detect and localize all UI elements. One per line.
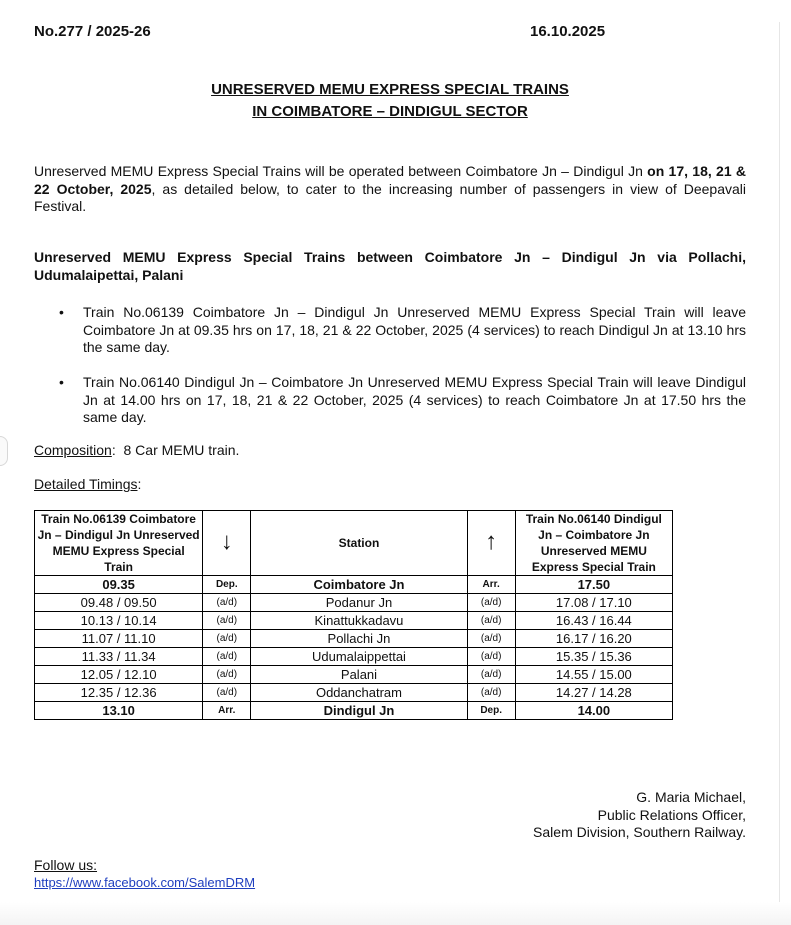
intro-text-1: Unreserved MEMU Express Special Trains will be operated between Coimbatore Jn – Dindigul Jn (34, 163, 648, 179)
bullet-icon: • (59, 304, 64, 320)
up-flag: (a/d) (467, 684, 515, 702)
bullet-item-2 (59, 374, 746, 427)
title-line-2: IN COIMBATORE – DINDIGUL SECTOR (252, 103, 528, 120)
release-number: No.277 / 2025-26 (34, 23, 151, 40)
intro-paragraph (34, 163, 746, 216)
down-flag: (a/d) (203, 666, 251, 684)
timings-label: Detailed Timings (34, 476, 138, 492)
down-flag: (a/d) (203, 630, 251, 648)
table-row (35, 666, 673, 684)
station-name: Dindigul Jn (251, 702, 467, 720)
page-bottom-shade (0, 902, 791, 925)
bullet-text: Train No.06140 Dindigul Jn – Coimbatore Jn Unreserved MEMU Express Special Train will leave Dindigul Jn at 14.00 hrs on 17, 18, 21 & 22 October, 2025 (4 services) to reach Coimbatore Jn at 17.50 hrs the same day. (83, 374, 746, 425)
signatory-name: G. Maria Michael, (636, 789, 746, 805)
table-row (35, 576, 673, 594)
down-time: 11.07 / 11.10 (35, 630, 203, 648)
up-flag: (a/d) (467, 612, 515, 630)
station-name: Kinattukkadavu (251, 612, 467, 630)
scroll-handle[interactable] (0, 436, 8, 466)
table-row (35, 612, 673, 630)
bullet-item-1 (59, 304, 746, 357)
table-header-row (35, 511, 673, 576)
bullet-text: Train No.06139 Coimbatore Jn – Dindigul Jn Unreserved MEMU Express Special Train will leave Coimbatore Jn at 09.35 hrs on 17, 18, 21 & 22 October, 2025 (4 services) to reach Dindigul Jn at 13.10 hrs the same day. (83, 304, 746, 355)
down-time: 09.35 (35, 576, 203, 594)
intro-dates: on 17, 18, 21 & 22 October, 2025 (34, 163, 746, 197)
station-name: Pollachi Jn (251, 630, 467, 648)
up-flag: (a/d) (467, 594, 515, 612)
station-name: Coimbatore Jn (251, 576, 467, 594)
header-station: Station (251, 511, 467, 576)
down-flag: (a/d) (203, 648, 251, 666)
up-time: 17.08 / 17.10 (515, 594, 672, 612)
up-time: 14.00 (515, 702, 672, 720)
table-row (35, 702, 673, 720)
up-arrow-icon: ↑ (467, 511, 515, 576)
up-flag: (a/d) (467, 666, 515, 684)
page-edge-line (779, 22, 780, 902)
table-row (35, 594, 673, 612)
signatory-office: Salem Division, Southern Railway. (533, 824, 746, 840)
composition-value: 8 Car MEMU train. (123, 442, 240, 458)
table-row (35, 684, 673, 702)
signatory-designation: Public Relations Officer, (597, 806, 746, 823)
down-time: 11.33 / 11.34 (35, 648, 203, 666)
station-name: Udumalaippettai (251, 648, 467, 666)
station-name: Podanur Jn (251, 594, 467, 612)
up-time: 14.55 / 15.00 (515, 666, 672, 684)
down-flag: Dep. (203, 576, 251, 594)
up-flag: Dep. (467, 702, 515, 720)
down-time: 09.48 / 09.50 (35, 594, 203, 612)
signature-block (533, 789, 746, 842)
follow-label: Follow us: (34, 857, 98, 873)
intro-text-2: , as detailed below, to cater to the increasing number of passengers in view of Deepavali Festival. (34, 180, 747, 214)
down-flag: Arr. (203, 702, 251, 720)
down-time: 10.13 / 10.14 (35, 612, 203, 630)
up-time: 15.35 / 15.36 (515, 648, 672, 666)
composition-line: Composition: 8 Car MEMU train. (34, 442, 240, 458)
timings-table (34, 510, 673, 720)
table-row (35, 648, 673, 666)
title-line-1: UNRESERVED MEMU EXPRESS SPECIAL TRAINS (211, 81, 569, 98)
up-flag: (a/d) (467, 648, 515, 666)
down-arrow-icon: ↓ (203, 511, 251, 576)
up-time: 17.50 (515, 576, 672, 594)
down-time: 12.35 / 12.36 (35, 684, 203, 702)
composition-label: Composition (34, 442, 112, 458)
table-row (35, 630, 673, 648)
header-train-06140: Train No.06140 Dindigul Jn – Coimbatore Jn Unreserved MEMU Express Special Train (515, 511, 672, 576)
station-name: Palani (251, 666, 467, 684)
follow-us-block (34, 857, 255, 891)
section-heading: Unreserved MEMU Express Special Trains between Coimbatore Jn – Dindigul Jn via Pollachi, Udumalaipettai, Palani (34, 249, 746, 283)
station-name: Oddanchatram (251, 684, 467, 702)
down-time: 12.05 / 12.10 (35, 666, 203, 684)
up-time: 16.43 / 16.44 (515, 612, 672, 630)
facebook-link[interactable]: https://www.facebook.com/SalemDRM (34, 875, 256, 890)
release-date: 16.10.2025 (530, 23, 606, 40)
bullet-icon: • (59, 374, 64, 390)
down-flag: (a/d) (203, 684, 251, 702)
up-flag: Arr. (467, 576, 515, 594)
timings-heading: Detailed Timings: (34, 476, 142, 492)
up-time: 14.27 / 14.28 (515, 684, 672, 702)
down-time: 13.10 (35, 702, 203, 720)
down-flag: (a/d) (203, 612, 251, 630)
up-time: 16.17 / 16.20 (515, 630, 672, 648)
up-flag: (a/d) (467, 630, 515, 648)
down-flag: (a/d) (203, 594, 251, 612)
header-train-06139: Train No.06139 Coimbatore Jn – Dindigul Jn Unreserved MEMU Express Special Train (35, 511, 203, 576)
